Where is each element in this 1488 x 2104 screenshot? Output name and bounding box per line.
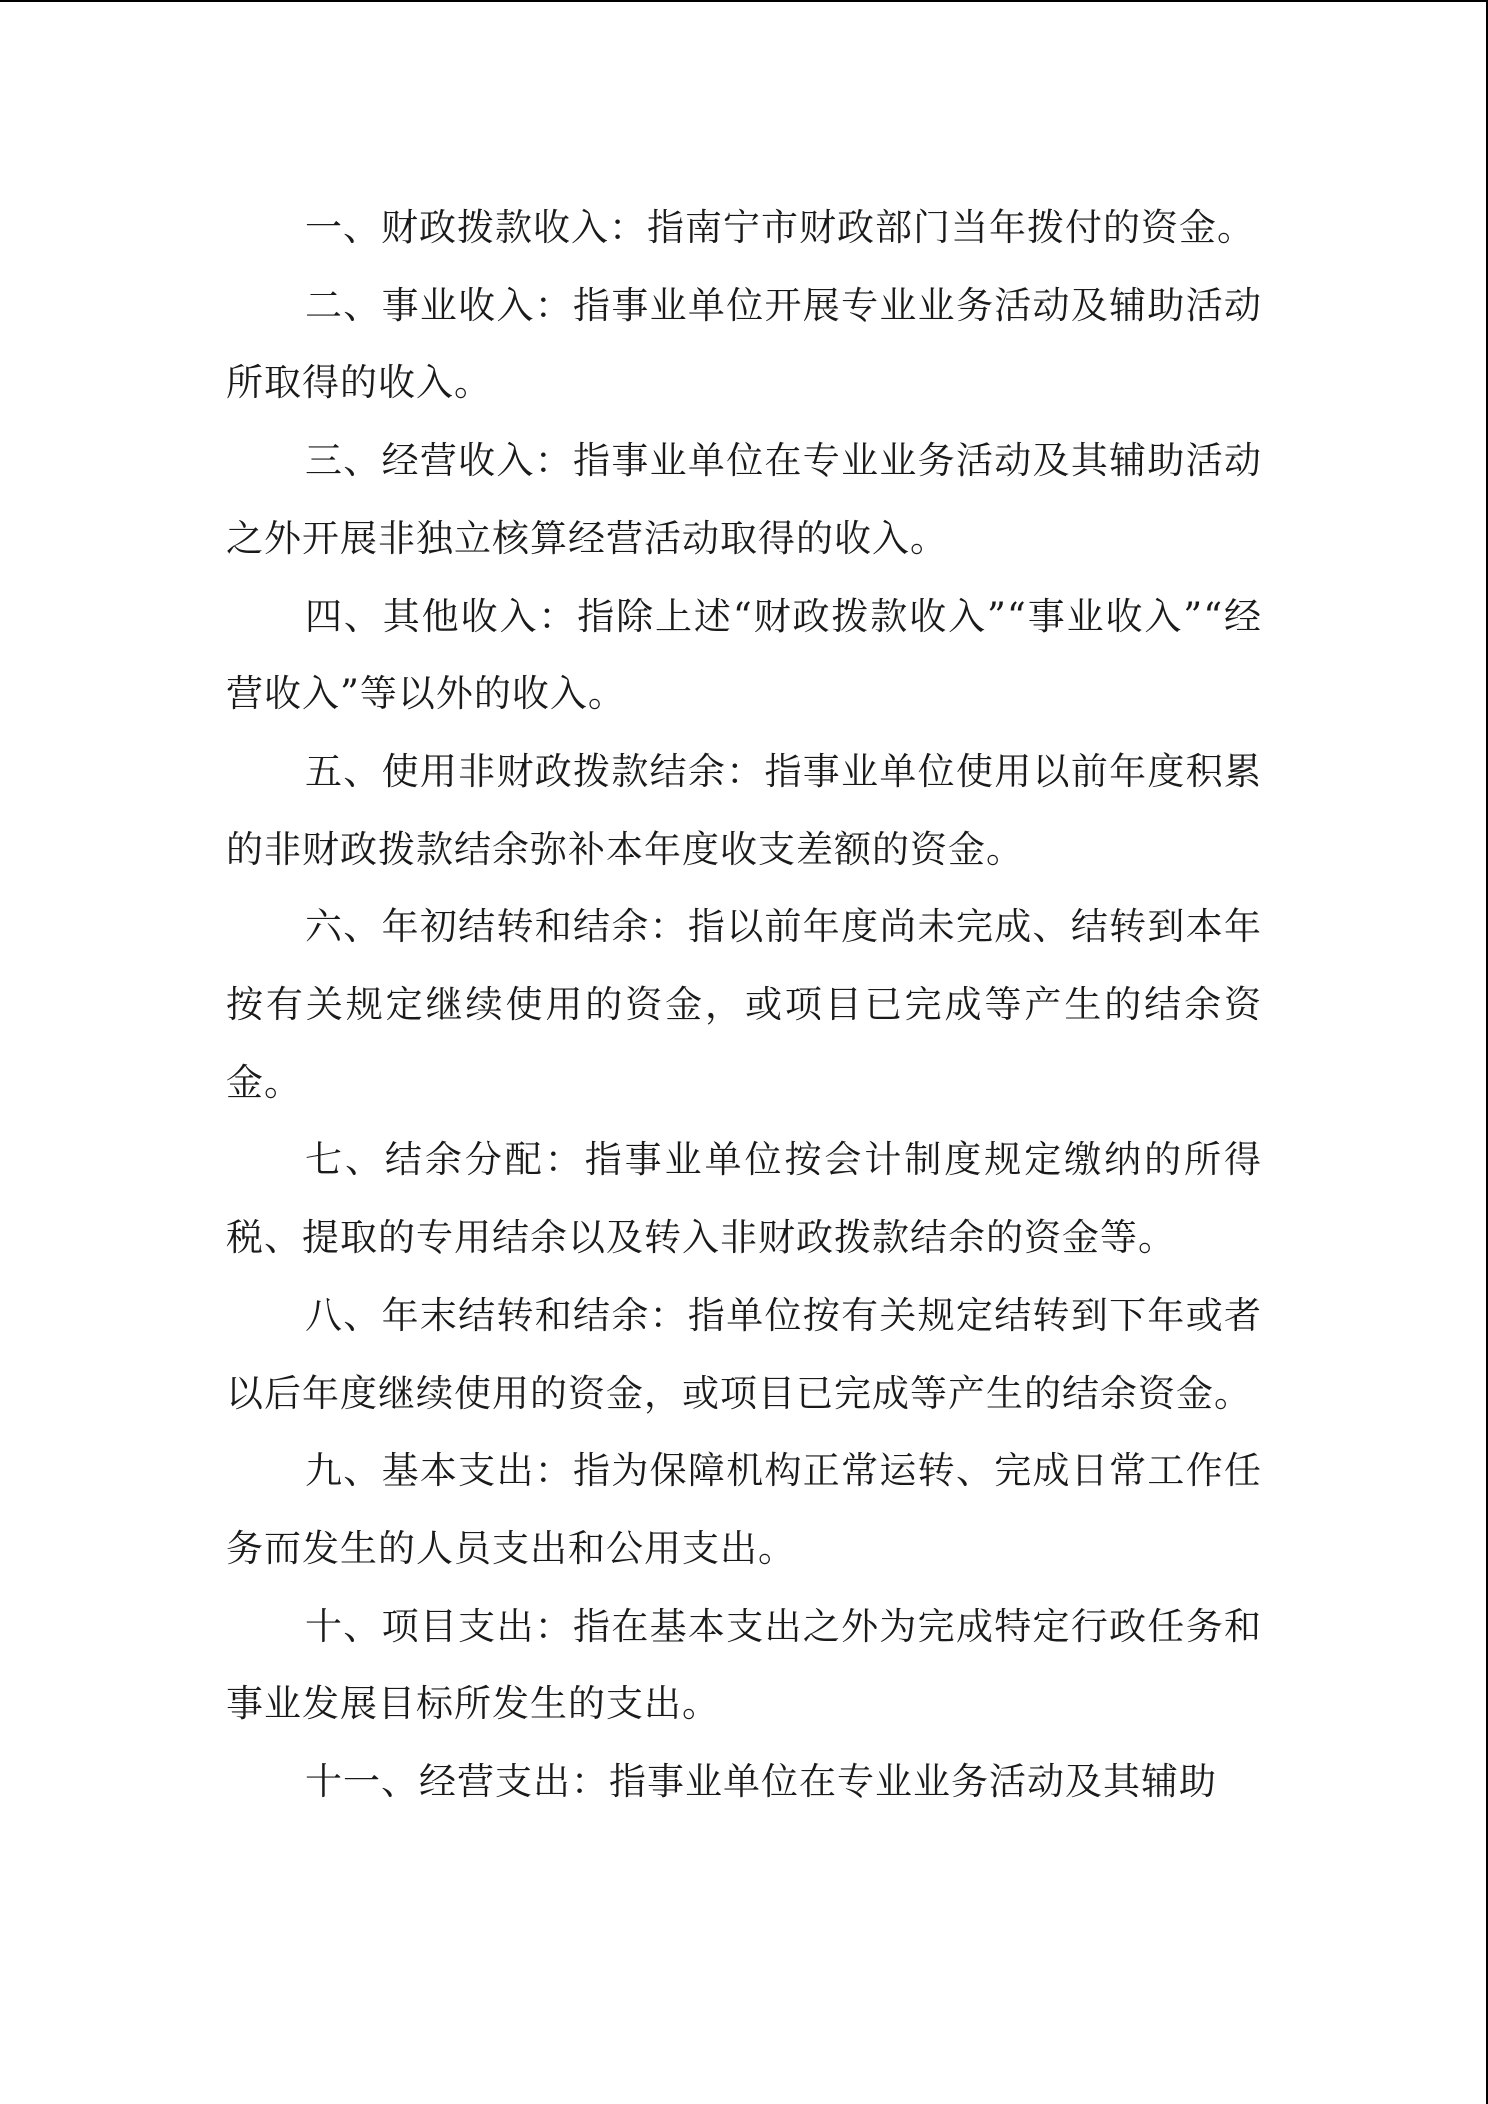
paragraph-11: 十一、经营支出：指事业单位在专业业务活动及其辅助	[305, 1760, 1217, 1804]
paragraph-5: 五、使用非财政拨款结余：指事业单位使用以前年度积累的非财政拨款结余弥补本年度收支差额的资金。	[226, 749, 1262, 871]
paragraph-6: 六、年初结转和结余：指以前年度尚未完成、结转到本年按有关规定继续使用的资金，或项目已完成等产生的结余资金。	[226, 905, 1262, 1104]
paragraph-4: 四、其他收入：指除上述“财政拨款收入”“事业收入”“经营收入”等以外的收入。	[226, 594, 1262, 716]
paragraph-1: 一、财政拨款收入：指南宁市财政部门当年拨付的资金。	[305, 206, 1255, 249]
paragraph-7: 七、结余分配：指事业单位按会计制度规定缴纳的所得税、提取的专用结余以及转入非财政拨款结余的资金等。	[226, 1138, 1262, 1260]
paragraph-2: 二、事业收入：指事业单位开展专业业务活动及辅助活动所取得的收入。	[226, 283, 1262, 405]
document-body	[226, 189, 1262, 1821]
page-border-top	[0, 0, 1488, 2]
paragraph-3: 三、经营收入：指事业单位在专业业务活动及其辅助活动之外开展非独立核算经营活动取得的收入。	[226, 439, 1262, 560]
paragraph-8: 八、年末结转和结余：指单位按有关规定结转到下年或者以后年度继续使用的资金，或项目已完成等产生的结余资金。	[226, 1293, 1262, 1415]
paragraph-9: 九、基本支出：指为保障机构正常运转、完成日常工作任务而发生的人员支出和公用支出。	[226, 1449, 1262, 1570]
paragraph-10: 十、项目支出：指在基本支出之外为完成特定行政任务和事业发展目标所发生的支出。	[226, 1604, 1262, 1726]
